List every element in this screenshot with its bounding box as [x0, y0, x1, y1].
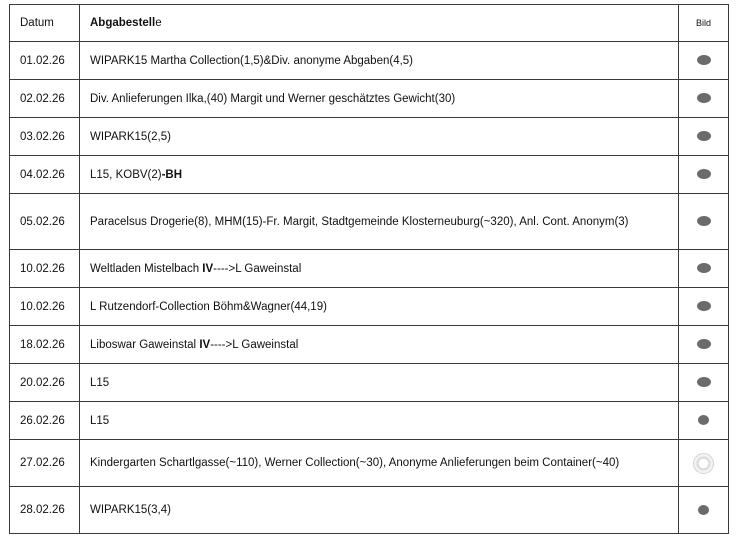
row-image[interactable] [679, 42, 729, 80]
row-date: 01.02.26 [10, 42, 80, 80]
row-location-text: Weltladen Mistelbach [90, 262, 203, 275]
row-location: L15 [80, 364, 679, 402]
row-date: 26.02.26 [10, 402, 80, 440]
row-date: 10.02.26 [10, 250, 80, 288]
table-row [10, 80, 729, 118]
row-location-text: Liboswar Gaweinstal [90, 338, 200, 351]
row-location-text: L15, KOBV(2) [90, 168, 162, 181]
row-image[interactable] [679, 402, 729, 440]
row-location: WIPARK15(2,5) [80, 118, 679, 156]
row-date: 20.02.26 [10, 364, 80, 402]
dot-icon[interactable] [697, 301, 711, 311]
row-location [80, 156, 679, 194]
row-location: WIPARK15(3,4) [80, 487, 679, 534]
header-image: Bild [679, 5, 729, 42]
row-location: WIPARK15 Martha Collection(1,5)&Div. anonyme Abgaben(4,5) [80, 42, 679, 80]
row-date: 02.02.26 [10, 80, 80, 118]
row-date: 10.02.26 [10, 288, 80, 326]
table-row [10, 194, 729, 250]
dot-icon[interactable] [697, 169, 711, 179]
row-location: Div. Anlieferungen Ilka,(40) Margit und Werner geschätztes Gewicht(30) [80, 80, 679, 118]
row-image[interactable] [679, 326, 729, 364]
row-date: 27.02.26 [10, 440, 80, 487]
table-row [10, 42, 729, 80]
dot-icon[interactable] [697, 55, 711, 65]
row-location: Kindergarten Schartlgasse(~110), Werner Collection(~30), Anonyme Anlieferungen beim Container(~40) [80, 440, 679, 487]
row-location: Paracelsus Drogerie(8), MHM(15)-Fr. Margit, Stadtgemeinde Klosterneuburg(~320), Anl. Cont. Anonym(3) [80, 194, 679, 250]
table-row [10, 118, 729, 156]
row-location: L15 [80, 402, 679, 440]
dot-icon[interactable] [697, 93, 711, 103]
deliveries-table [9, 4, 729, 534]
row-image[interactable] [679, 80, 729, 118]
row-date: 18.02.26 [10, 326, 80, 364]
row-location-bold: IV [199, 338, 211, 351]
header-location [80, 5, 679, 42]
dot-icon[interactable] [697, 339, 711, 349]
row-image[interactable] [679, 288, 729, 326]
table-row [10, 440, 729, 487]
row-image[interactable] [679, 194, 729, 250]
table-row [10, 250, 729, 288]
row-image[interactable] [679, 250, 729, 288]
dot-icon[interactable] [697, 216, 711, 226]
row-date: 05.02.26 [10, 194, 80, 250]
dot-icon[interactable] [697, 263, 711, 273]
table-row [10, 364, 729, 402]
row-date: 28.02.26 [10, 487, 80, 534]
table-row [10, 288, 729, 326]
table-row [10, 487, 729, 534]
row-location-text-tail: ---->L Gaweinstal [213, 262, 302, 275]
header-location-tail: e [155, 17, 162, 29]
row-date: 04.02.26 [10, 156, 80, 194]
dot-icon[interactable] [698, 415, 709, 425]
header-location-bold: Abgabestell [90, 17, 156, 29]
dot-icon[interactable] [697, 377, 711, 387]
table-row [10, 156, 729, 194]
row-image[interactable] [679, 118, 729, 156]
table-row [10, 326, 729, 364]
row-location: L Rutzendorf-Collection Böhm&Wagner(44,19) [80, 288, 679, 326]
table-header-row [10, 5, 729, 42]
photo-thumbnail-icon[interactable] [693, 453, 714, 474]
row-image[interactable] [679, 364, 729, 402]
row-date: 03.02.26 [10, 118, 80, 156]
row-location-text-tail: ---->L Gaweinstal [210, 338, 299, 351]
row-location-bold: IV [202, 262, 214, 275]
table-row [10, 402, 729, 440]
row-location [80, 326, 679, 364]
header-date: Datum [10, 5, 80, 42]
dot-icon[interactable] [698, 505, 709, 515]
row-image[interactable] [679, 156, 729, 194]
row-location [80, 250, 679, 288]
row-image[interactable] [679, 487, 729, 534]
dot-icon[interactable] [697, 131, 711, 141]
row-image[interactable] [679, 440, 729, 487]
row-location-bold: -BH [161, 168, 183, 181]
